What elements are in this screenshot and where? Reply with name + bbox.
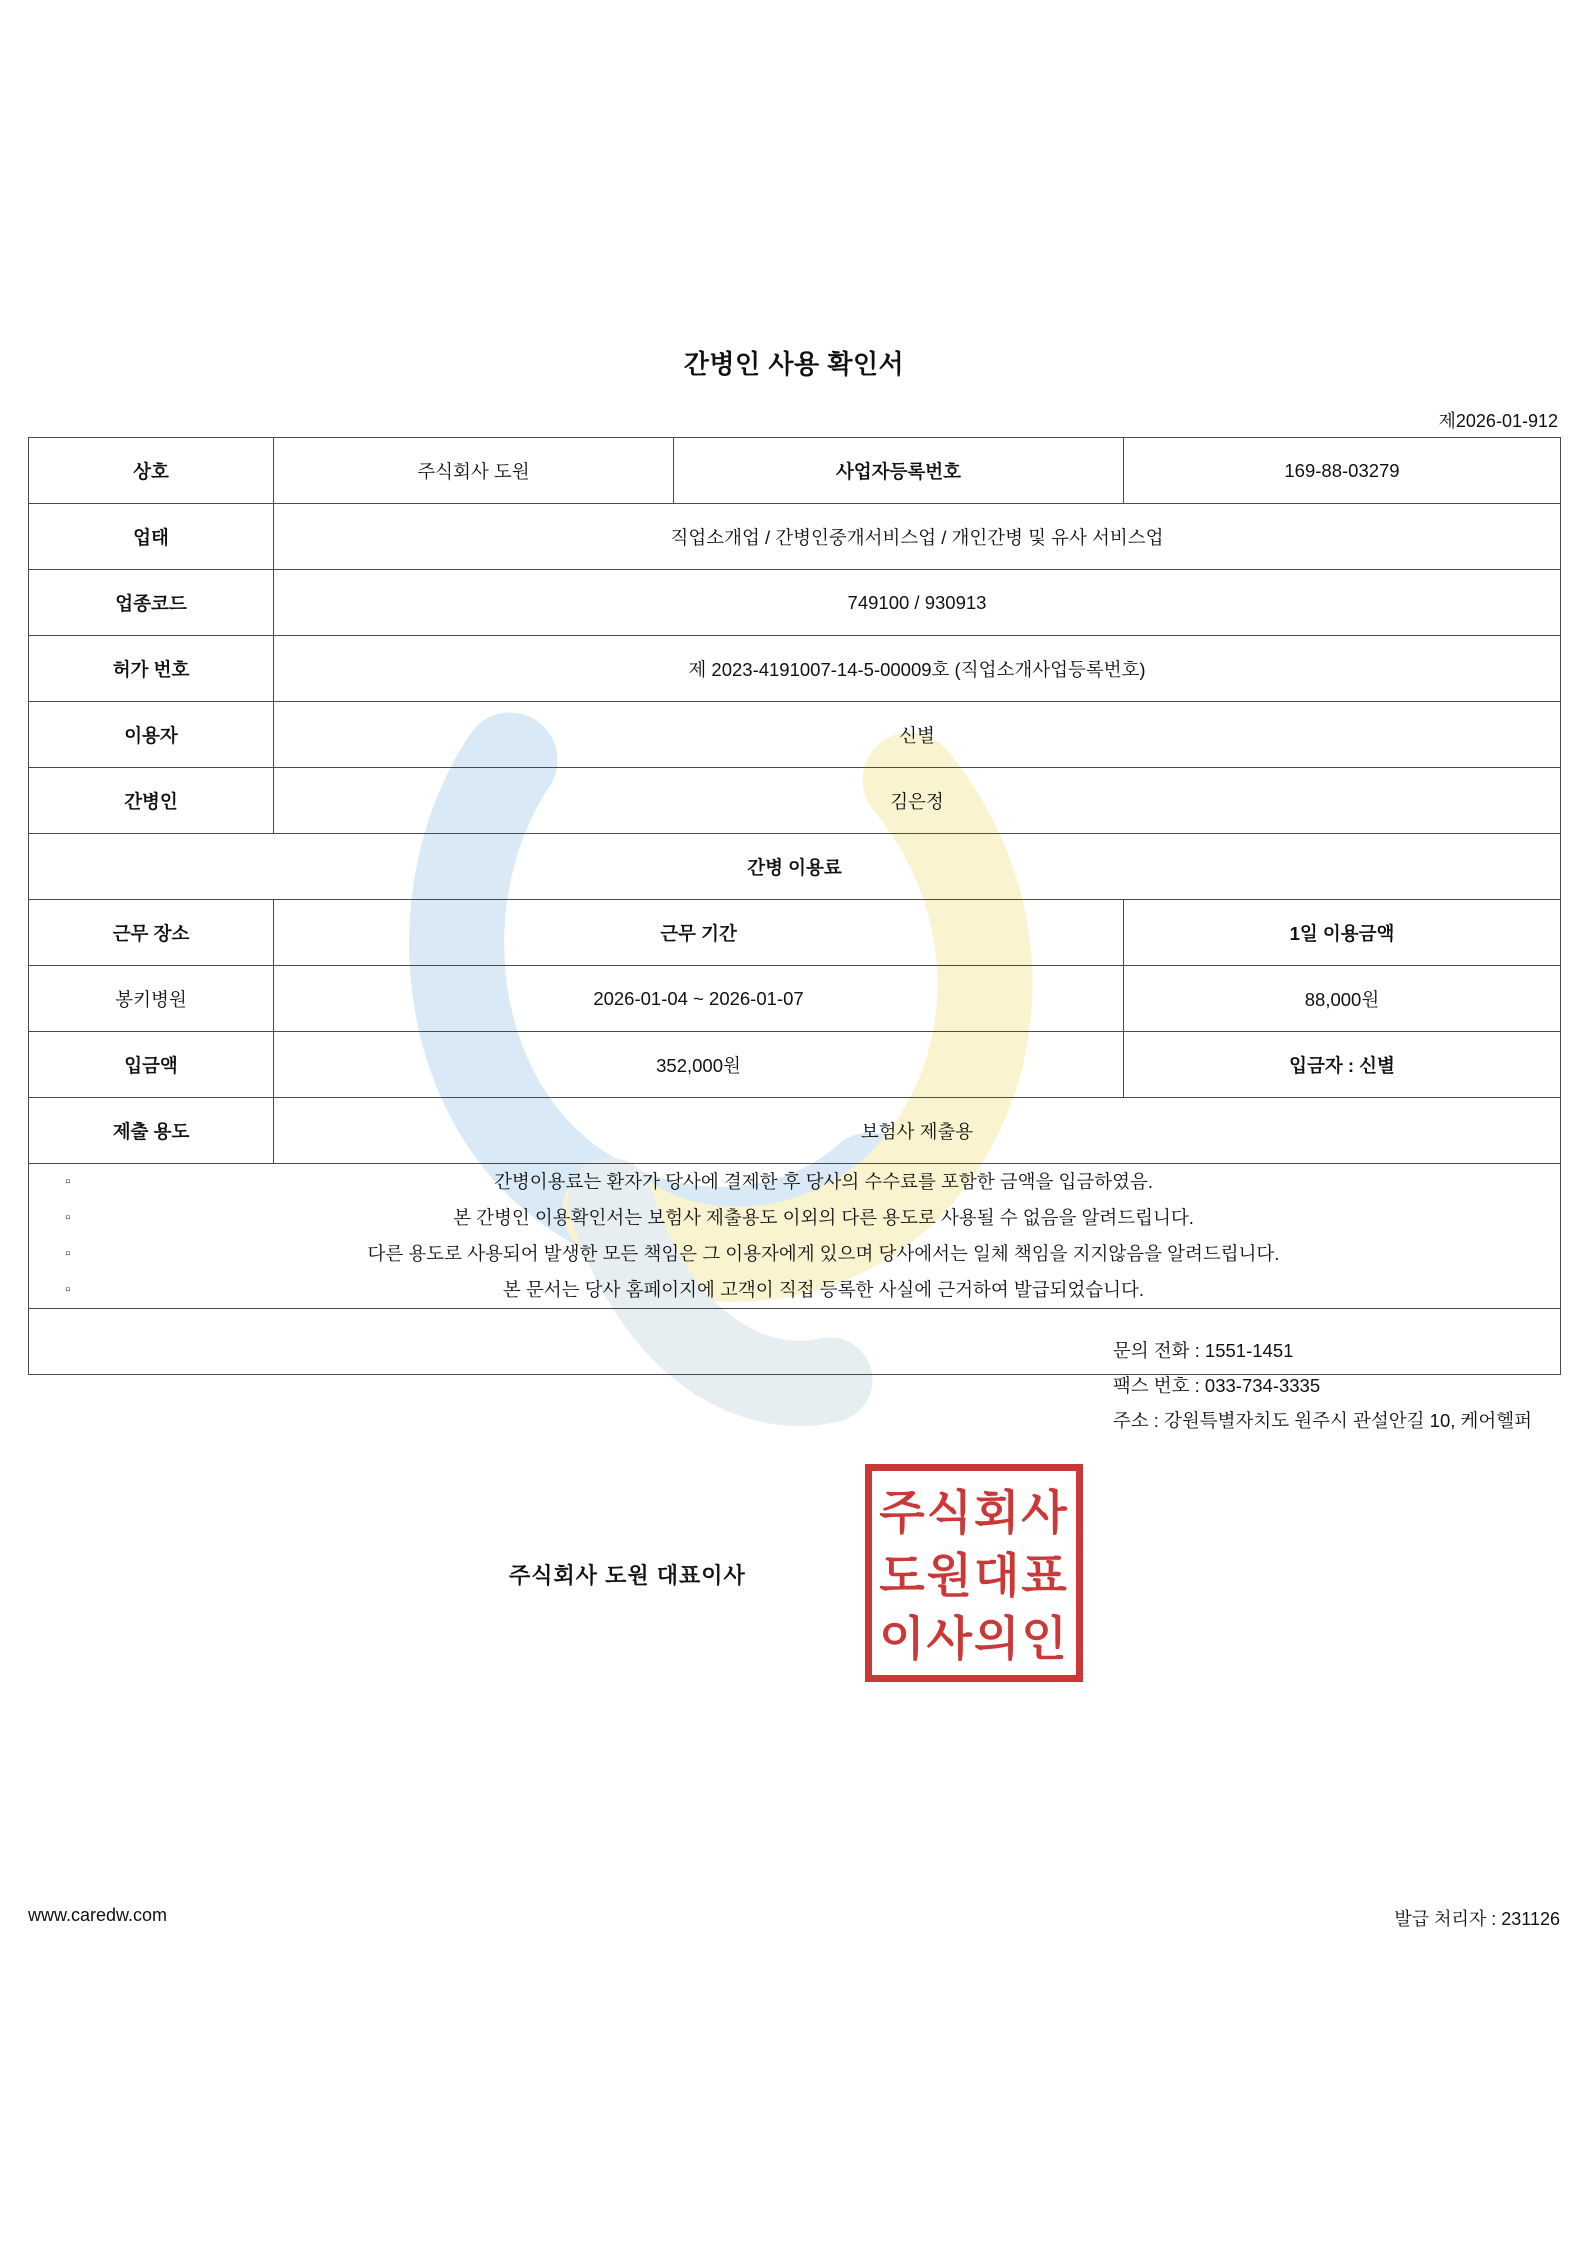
value-license-number: 제 2023-4191007-14-5-00009호 (직업소개사업등록번호) <box>274 636 1561 702</box>
value-caregiver: 김은정 <box>274 768 1561 834</box>
table-row <box>29 768 1561 834</box>
seal-line-3: 이사의인 <box>879 1612 1069 1665</box>
fee-section-heading: 간병 이용료 <box>29 834 1561 900</box>
list-item: ▫ 본 문서는 당사 홈페이지에 고객이 직접 등록한 사실에 근거하여 발급되었습니다. <box>65 1272 1560 1308</box>
value-submission-purpose: 보험사 제출용 <box>274 1098 1561 1164</box>
company-seal-stamp <box>865 1464 1083 1682</box>
label-caregiver: 간병인 <box>29 768 274 834</box>
table-row <box>29 900 1561 966</box>
contact-block <box>1113 1333 1532 1438</box>
seal-line-1: 주식회사 <box>879 1486 1069 1539</box>
value-depositor: 입금자 : 신별 <box>1124 1032 1561 1098</box>
list-item: ▫ 간병이용료는 환자가 당사에 결제한 후 당사의 수수료를 포함한 금액을 입금하였음. <box>65 1164 1560 1200</box>
table-row <box>29 1098 1561 1164</box>
table-row <box>29 834 1561 900</box>
footer-website: www.caredw.com <box>28 1905 168 1925</box>
label-submission-purpose: 제출 용도 <box>29 1098 274 1164</box>
value-user: 신별 <box>274 702 1561 768</box>
contact-fax: 팩스 번호 : 033-734-3335 <box>1112 1375 1321 1396</box>
header-work-period: 근무 기간 <box>274 900 1124 966</box>
signature-text: 주식회사 도원 대표이사 <box>509 1563 746 1588</box>
table-row <box>29 1309 1561 1375</box>
certificate-table <box>28 437 1561 1665</box>
value-work-period: 2026-01-04 ~ 2026-01-07 <box>274 966 1124 1032</box>
value-business-number: 169-88-03279 <box>1124 438 1561 504</box>
seal-line-2: 도원대표 <box>879 1549 1069 1602</box>
label-license-number: 허가 번호 <box>29 636 274 702</box>
value-daily-fee: 88,000원 <box>1124 966 1561 1032</box>
document-number: 제2026-01-912 <box>1438 411 1558 431</box>
table-row <box>29 504 1561 570</box>
table-row <box>29 570 1561 636</box>
label-business-type: 업태 <box>29 504 274 570</box>
label-deposit-amount: 입금액 <box>29 1032 274 1098</box>
page-title: 간병인 사용 확인서 <box>683 349 905 379</box>
label-industry-code: 업종코드 <box>29 570 274 636</box>
table-row <box>29 966 1561 1032</box>
table-row <box>29 1164 1561 1309</box>
footer-issuer: 발급 처리자 : 231126 <box>1394 1909 1560 1929</box>
contact-address: 주소 : 강원특별자치도 원주시 관설안길 10, 케어헬퍼 <box>1112 1410 1532 1431</box>
value-company-name: 주식회사 도원 <box>274 438 674 504</box>
table-row <box>29 438 1561 504</box>
list-item: ▫ 다른 용도로 사용되어 발생한 모든 책임은 그 이용자에게 있으며 당사에서는 일체 책임을 지지않음을 알려드립니다. <box>65 1236 1560 1272</box>
label-business-number: 사업자등록번호 <box>674 438 1124 504</box>
label-company-name: 상호 <box>29 438 274 504</box>
label-user: 이용자 <box>29 702 274 768</box>
notes-list <box>29 1164 1560 1308</box>
notes-section <box>29 1164 1561 1309</box>
table-row <box>29 702 1561 768</box>
header-daily-fee: 1일 이용금액 <box>1124 900 1561 966</box>
value-business-type: 직업소개업 / 간병인중개서비스업 / 개인간병 및 유사 서비스업 <box>274 504 1561 570</box>
footer-section <box>29 1309 1561 1665</box>
value-industry-code: 749100 / 930913 <box>274 570 1561 636</box>
value-work-place: 봉키병원 <box>29 966 274 1032</box>
seal-inner <box>865 1464 1083 1682</box>
contact-phone: 문의 전화 : 1551-1451 <box>1112 1340 1294 1361</box>
value-deposit-amount: 352,000원 <box>274 1032 1124 1098</box>
table-row <box>29 636 1561 702</box>
page-footer <box>28 1905 1560 1945</box>
list-item: ▫ 본 간병인 이용확인서는 보험사 제출용도 이외의 다른 용도로 사용될 수 없음을 알려드립니다. <box>65 1200 1560 1236</box>
table-row <box>29 1032 1561 1098</box>
header-work-place: 근무 장소 <box>29 900 274 966</box>
